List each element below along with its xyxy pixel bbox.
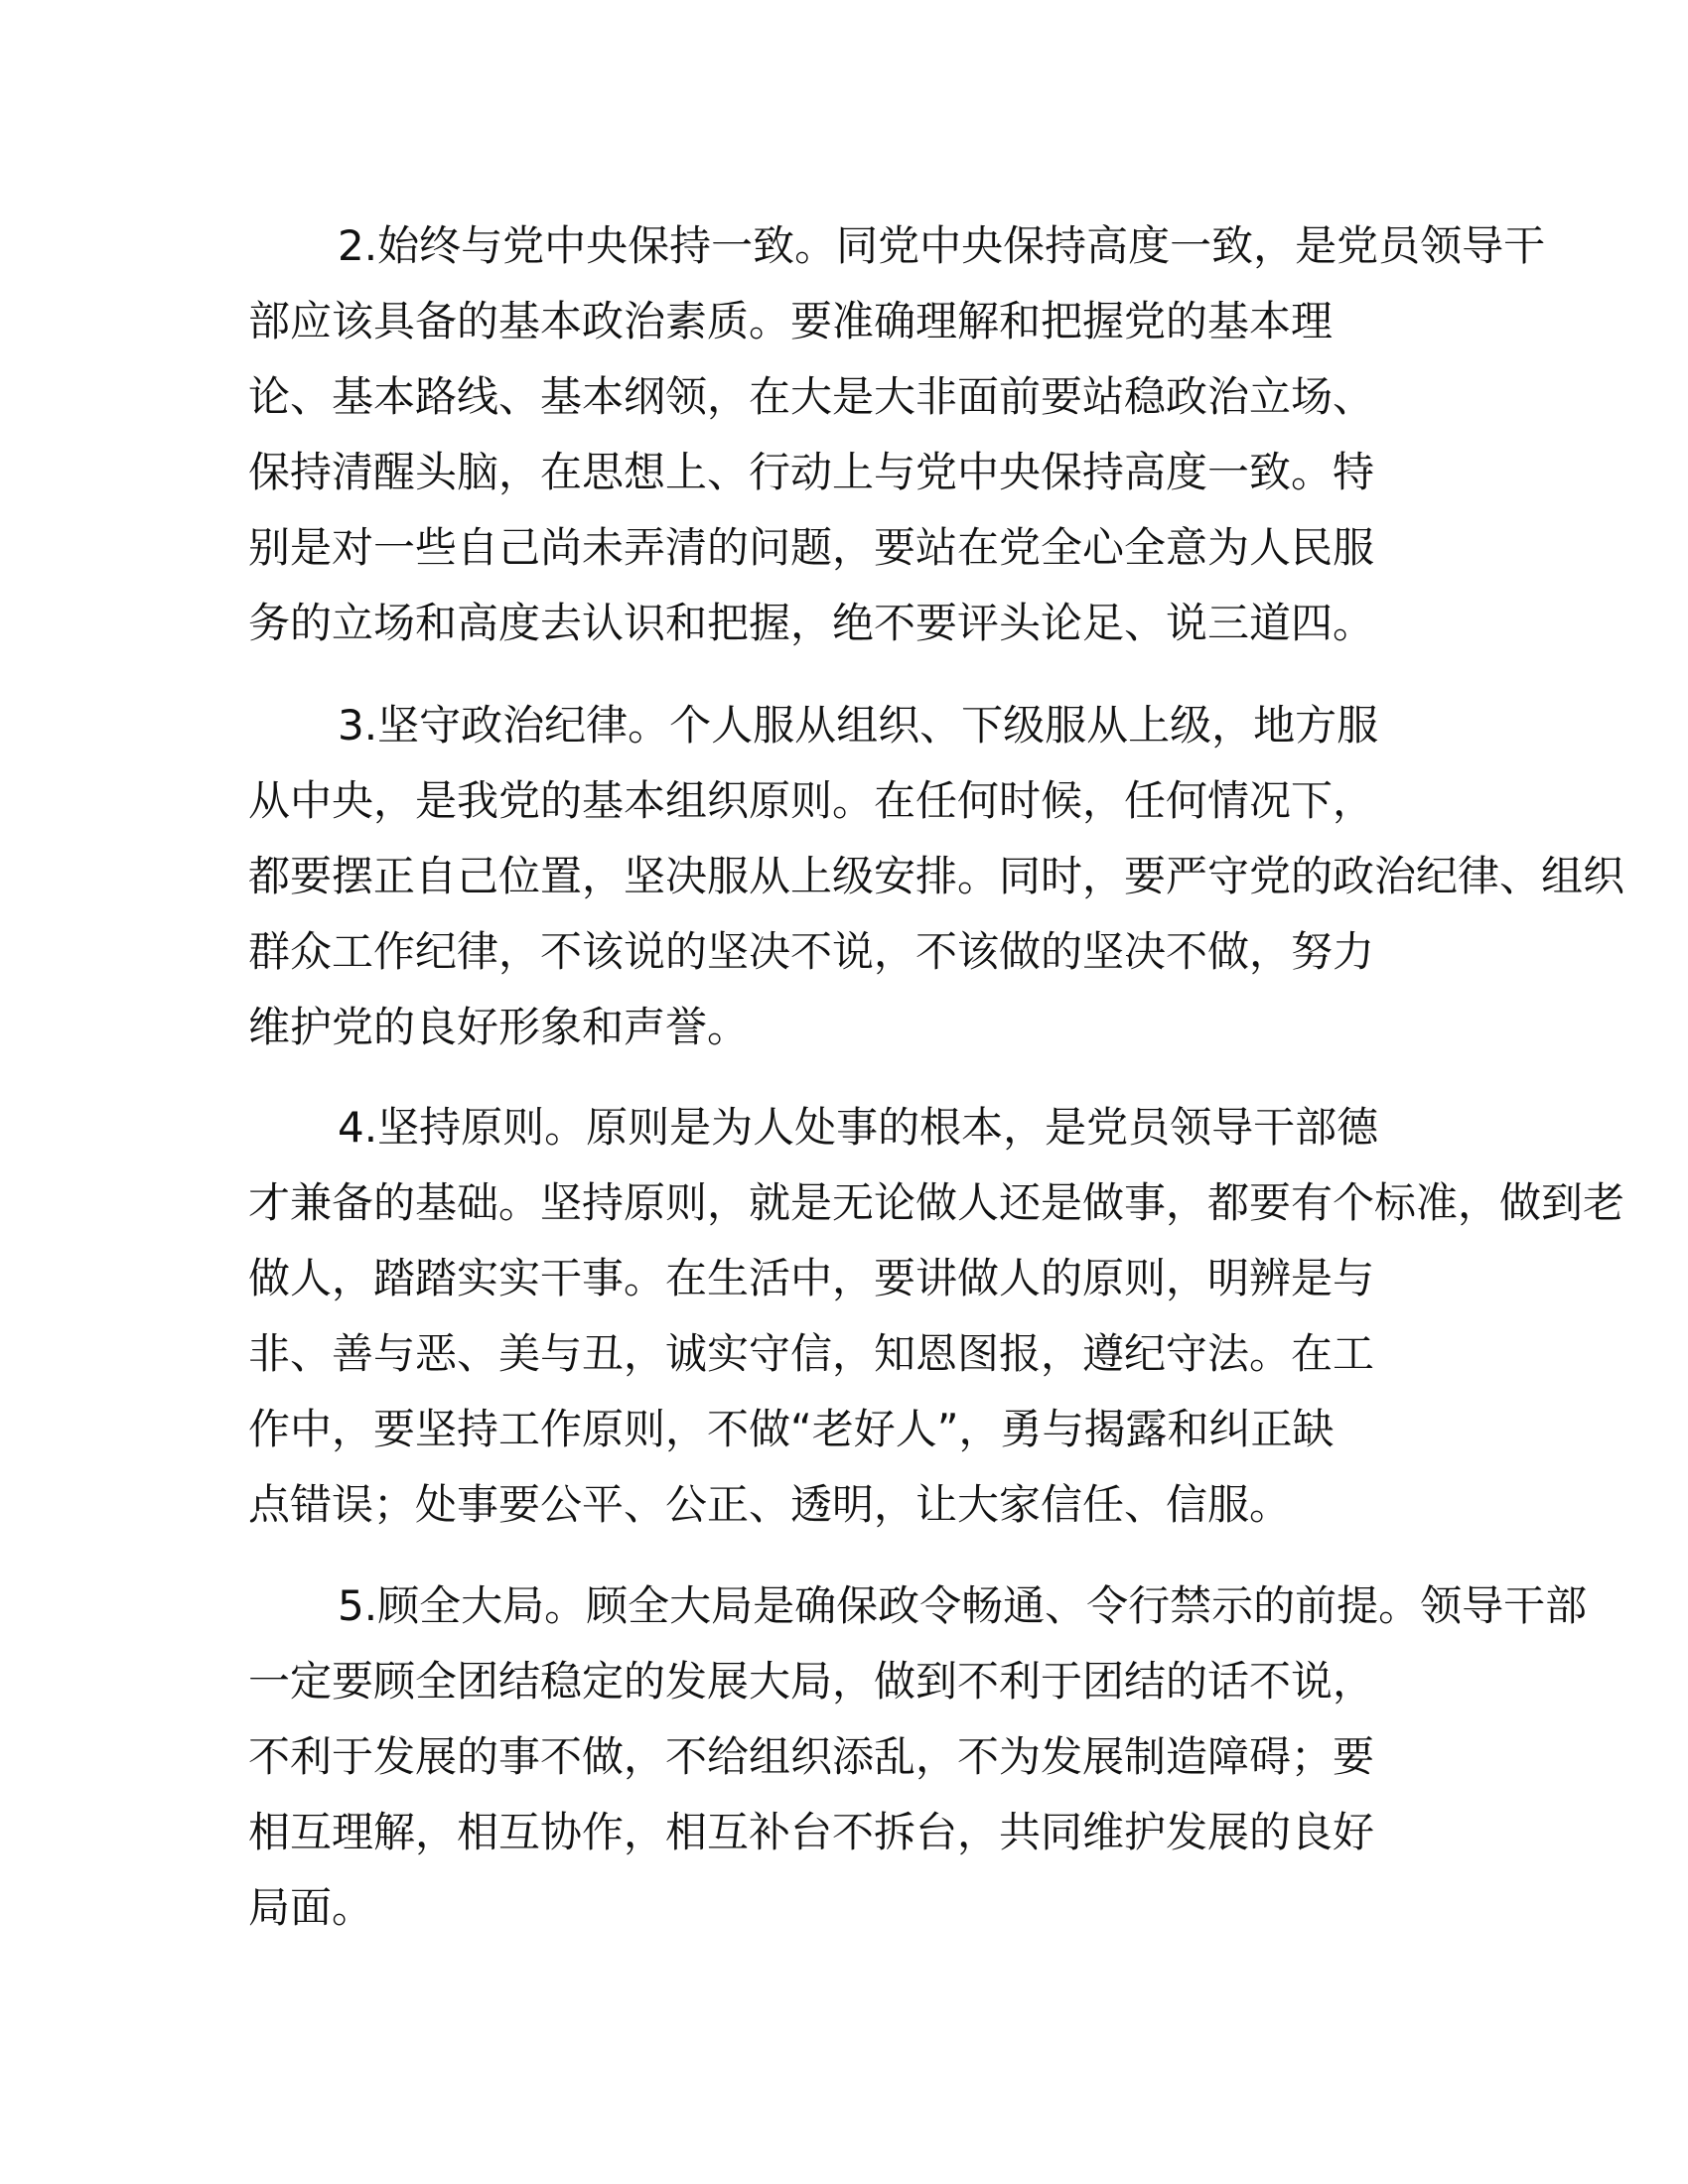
paragraph-line: 作中，要坚持工作原则，不做“老好人”，勇与揭露和纠正缺	[248, 1405, 1335, 1453]
paragraph-line: 非、善与恶、美与丑，诚实守信，知恩图报，遵纪守法。在工	[248, 1329, 1375, 1378]
paragraph-political-discipline	[248, 688, 1624, 1065]
paragraph-principles	[248, 1090, 1624, 1543]
paragraph-line: 才兼备的基础。坚持原则，就是无论做人还是做事，都要有个标准，做到老	[248, 1178, 1625, 1227]
paragraph-line: 4.坚持原则。原则是为人处事的根本，是党员领导干部德	[338, 1103, 1379, 1152]
paragraph-overall-situation	[248, 1569, 1587, 1946]
paragraph-line: 3.坚守政治纪律。个人服从组织、下级服从上级，地方服	[338, 701, 1379, 750]
paragraph-line: 相互理解，相互协作，相互补台不拆台，共同维护发展的良好	[248, 1808, 1375, 1856]
paragraph-line: 从中央，是我党的基本组织原则。在任何时候，任何情况下，	[248, 776, 1375, 825]
paragraph-line: 保持清醒头脑，在思想上、行动上与党中央保持高度一致。特	[248, 448, 1375, 496]
paragraph-line: 论、基本路线、基本纲领，在大是大非面前要站稳政治立场、	[248, 372, 1375, 421]
paragraph-line: 一定要顾全团结稳定的发展大局，做到不利于团结的话不说，	[248, 1657, 1375, 1706]
paragraph-line: 局面。	[248, 1883, 374, 1932]
paragraph-line: 维护党的良好形象和声誉。	[248, 1003, 750, 1051]
paragraph-line: 做人，踏踏实实干事。在生活中，要讲做人的原则，明辨是与	[248, 1254, 1375, 1302]
paragraph-line: 2.始终与党中央保持一致。同党中央保持高度一致，是党员领导干	[338, 221, 1546, 270]
paragraph-line: 5.顾全大局。顾全大局是确保政令畅通、令行禁示的前提。领导干部	[338, 1581, 1588, 1630]
paragraph-line: 不利于发展的事不做，不给组织添乱，不为发展制造障碍；要	[248, 1732, 1375, 1781]
paragraph-line: 务的立场和高度去认识和把握，绝不要评头论足、说三道四。	[248, 599, 1375, 647]
paragraph-line: 群众工作纪律，不该说的坚决不说，不该做的坚决不做，努力	[248, 927, 1375, 976]
paragraph-consistency-with-central-committee	[248, 208, 1545, 661]
paragraph-line: 点错误；处事要公平、公正、透明，让大家信任、信服。	[248, 1480, 1292, 1529]
paragraph-line: 部应该具备的基本政治素质。要准确理解和把握党的基本理	[248, 297, 1334, 345]
paragraph-line: 别是对一些自己尚未弄清的问题，要站在党全心全意为人民服	[248, 523, 1375, 572]
paragraph-line: 都要摆正自己位置，坚决服从上级安排。同时，要严守党的政治纪律、组织	[248, 852, 1625, 900]
